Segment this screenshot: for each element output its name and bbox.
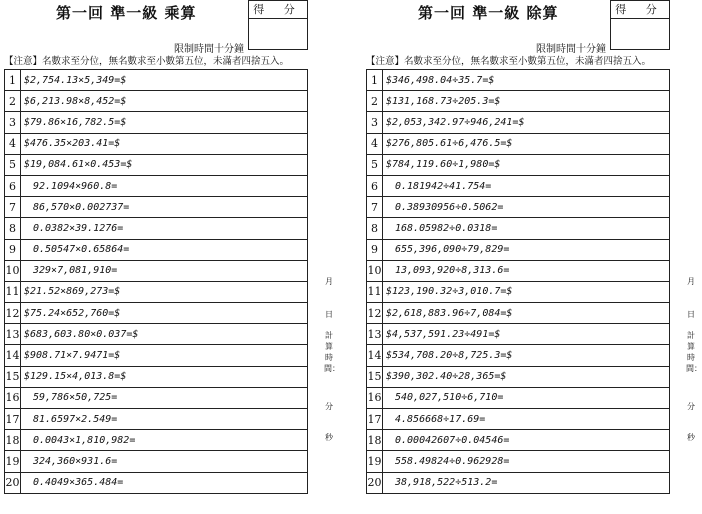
- side-note-second: 秒: [687, 433, 695, 442]
- question-expression: 324,360×931.6=: [21, 451, 308, 472]
- question-expression: $131,168.73÷205.3=$: [383, 91, 670, 112]
- question-expression: $2,053,342.97÷946,241=$: [383, 112, 670, 133]
- question-row: [367, 175, 670, 196]
- question-expression: $534,708.20÷8,725.3=$: [383, 345, 670, 366]
- question-number: 7: [367, 197, 383, 218]
- question-expression: 38,918,522÷513.2=: [383, 472, 670, 493]
- question-row: [5, 154, 308, 175]
- question-expression: 655,396,090÷79,829=: [383, 239, 670, 260]
- question-expression: $784,119.60÷1,980=$: [383, 154, 670, 175]
- question-row: [5, 472, 308, 493]
- question-expression: $276,805.61÷6,476.5=$: [383, 133, 670, 154]
- side-note-day: 日: [687, 310, 695, 319]
- side-note-time-label: 計算時間：: [686, 331, 702, 373]
- question-expression: $390,302.40÷28,365=$: [383, 366, 670, 387]
- page-title: 第一回 準一級 除算: [418, 4, 559, 22]
- question-number: 13: [367, 324, 383, 345]
- question-expression: $129.15×4,013.8=$: [21, 366, 308, 387]
- question-expression: 0.0043×1,810,982=: [21, 430, 308, 451]
- question-expression: 92.1094×960.8=: [21, 175, 308, 196]
- question-number: 2: [5, 91, 21, 112]
- question-number: 20: [367, 472, 383, 493]
- question-number: 16: [367, 387, 383, 408]
- question-number: 11: [5, 281, 21, 302]
- question-row: [5, 451, 308, 472]
- question-expression: 0.50547×0.65864=: [21, 239, 308, 260]
- question-row: [367, 303, 670, 324]
- question-expression: $2,618,883.96÷7,084=$: [383, 303, 670, 324]
- question-row: [367, 260, 670, 281]
- side-note-month: 月: [325, 277, 333, 286]
- question-number: 9: [367, 239, 383, 260]
- division-sheet: [366, 0, 702, 514]
- side-note-month: 月: [687, 277, 695, 286]
- question-row: [5, 70, 308, 91]
- question-number: 7: [5, 197, 21, 218]
- question-table: [4, 69, 308, 494]
- question-number: 10: [367, 260, 383, 281]
- question-row: [367, 154, 670, 175]
- question-expression: 13,093,920÷8,313.6=: [383, 260, 670, 281]
- question-number: 4: [5, 133, 21, 154]
- question-expression: $79.86×16,782.5=$: [21, 112, 308, 133]
- side-note-second: 秒: [325, 433, 333, 442]
- question-expression: 329×7,081,910=: [21, 260, 308, 281]
- question-number: 9: [5, 239, 21, 260]
- question-row: [5, 133, 308, 154]
- question-row: [5, 239, 308, 260]
- question-row: [367, 197, 670, 218]
- question-number: 12: [5, 303, 21, 324]
- question-row: [5, 366, 308, 387]
- question-row: [5, 324, 308, 345]
- question-expression: $2,754.13×5,349=$: [21, 70, 308, 91]
- question-row: [5, 345, 308, 366]
- question-row: [367, 218, 670, 239]
- question-number: 2: [367, 91, 383, 112]
- question-number: 14: [5, 345, 21, 366]
- question-row: [367, 451, 670, 472]
- question-row: [367, 281, 670, 302]
- question-row: [367, 366, 670, 387]
- question-row: [5, 218, 308, 239]
- question-row: [5, 197, 308, 218]
- question-expression: $4,537,591.23÷491=$: [383, 324, 670, 345]
- question-expression: 59,786×50,725=: [21, 387, 308, 408]
- question-row: [367, 472, 670, 493]
- question-expression: $123,190.32÷3,010.7=$: [383, 281, 670, 302]
- question-expression: 4.856668÷17.69=: [383, 409, 670, 430]
- question-table: [366, 69, 670, 494]
- side-note-day: 日: [325, 310, 333, 319]
- question-expression: $6,213.98×8,452=$: [21, 91, 308, 112]
- question-number: 1: [367, 70, 383, 91]
- question-row: [367, 324, 670, 345]
- question-number: 5: [367, 154, 383, 175]
- question-row: [367, 112, 670, 133]
- question-expression: 0.38930956÷0.5062=: [383, 197, 670, 218]
- question-expression: $476.35×203.41=$: [21, 133, 308, 154]
- question-number: 14: [367, 345, 383, 366]
- question-row: [367, 387, 670, 408]
- question-expression: $75.24×652,760=$: [21, 303, 308, 324]
- question-expression: $21.52×869,273=$: [21, 281, 308, 302]
- question-row: [5, 175, 308, 196]
- question-row: [367, 430, 670, 451]
- question-row: [5, 281, 308, 302]
- question-number: 11: [367, 281, 383, 302]
- question-number: 17: [367, 409, 383, 430]
- question-expression: 0.4049×365.484=: [21, 472, 308, 493]
- question-number: 15: [367, 366, 383, 387]
- question-expression: $683,603.80×0.037=$: [21, 324, 308, 345]
- question-number: 18: [5, 430, 21, 451]
- question-expression: 86,570×0.002737=: [21, 197, 308, 218]
- question-number: 18: [367, 430, 383, 451]
- question-row: [5, 409, 308, 430]
- question-row: [5, 387, 308, 408]
- question-expression: 0.00042607÷0.04546=: [383, 430, 670, 451]
- question-row: [367, 91, 670, 112]
- question-row: [5, 112, 308, 133]
- question-number: 8: [367, 218, 383, 239]
- question-row: [5, 91, 308, 112]
- question-expression: 558.49824÷0.962928=: [383, 451, 670, 472]
- question-number: 6: [5, 175, 21, 196]
- question-row: [367, 345, 670, 366]
- score-box: [610, 0, 670, 50]
- question-expression: 81.6597×2.549=: [21, 409, 308, 430]
- question-expression: 0.0382×39.1276=: [21, 218, 308, 239]
- question-row: [367, 239, 670, 260]
- question-row: [367, 409, 670, 430]
- notice-text: 【注意】名數求至分位，無名數求至小數第五位，未滿者四捨五入。: [4, 56, 290, 67]
- question-number: 17: [5, 409, 21, 430]
- question-number: 4: [367, 133, 383, 154]
- question-number: 1: [5, 70, 21, 91]
- notice-text: 【注意】名數求至分位，無名數求至小數第五位，未滿者四捨五入。: [366, 56, 652, 67]
- question-number: 5: [5, 154, 21, 175]
- question-number: 12: [367, 303, 383, 324]
- question-row: [367, 133, 670, 154]
- question-expression: 540,027,510÷6,710=: [383, 387, 670, 408]
- score-label: 得 分: [249, 1, 307, 19]
- question-number: 16: [5, 387, 21, 408]
- multiplication-sheet: [4, 0, 340, 514]
- question-expression: $346,498.04÷35.7=$: [383, 70, 670, 91]
- question-expression: 0.181942÷41.754=: [383, 175, 670, 196]
- question-number: 3: [5, 112, 21, 133]
- question-row: [5, 303, 308, 324]
- question-row: [5, 260, 308, 281]
- score-label: 得 分: [611, 1, 669, 19]
- question-number: 3: [367, 112, 383, 133]
- question-number: 19: [367, 451, 383, 472]
- question-row: [5, 430, 308, 451]
- question-number: 20: [5, 472, 21, 493]
- question-number: 6: [367, 175, 383, 196]
- score-box: [248, 0, 308, 50]
- question-expression: $19,084.61×0.453=$: [21, 154, 308, 175]
- side-note-minute: 分: [687, 402, 695, 411]
- question-number: 10: [5, 260, 21, 281]
- question-expression: $908.71×7.9471=$: [21, 345, 308, 366]
- question-number: 13: [5, 324, 21, 345]
- time-limit: 限制時間十分鐘: [174, 44, 244, 55]
- question-expression: 168.05982÷0.0318=: [383, 218, 670, 239]
- time-limit: 限制時間十分鐘: [536, 44, 606, 55]
- side-note-time-label: 計算時間：: [324, 331, 340, 373]
- question-number: 15: [5, 366, 21, 387]
- question-number: 8: [5, 218, 21, 239]
- question-number: 19: [5, 451, 21, 472]
- question-row: [367, 70, 670, 91]
- page-title: 第一回 準一級 乘算: [56, 4, 197, 22]
- side-note-minute: 分: [325, 402, 333, 411]
